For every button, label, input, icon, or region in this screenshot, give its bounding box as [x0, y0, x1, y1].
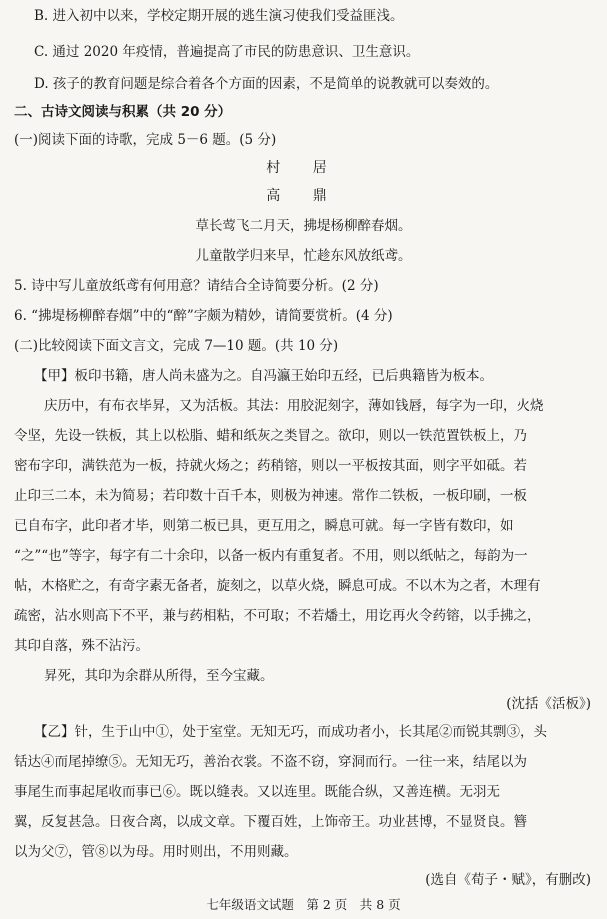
- jia-line: 昇死，其印为余群从所得，至今宝藏。: [44, 668, 274, 684]
- jia-line: 疏密，沾水则高下不平，兼与药相粘，不可取；不若燔土，用讫再火令药镕，以手拂之，: [14, 608, 541, 624]
- yi-line: 铦达④而尾掉缭⑤。无知无巧，善治衣裳。不盗不窃，穿洞而行。一往一来，结尾以为: [14, 754, 527, 770]
- poem-author: 高 鼎: [266, 188, 341, 204]
- section-title: 二、古诗文阅读与积累（共 20 分）: [14, 104, 232, 120]
- jia-line: 密布字印，满铁范为一板，持就火炀之；药稍镕，则以一平板按其面，则字平如砥。若: [14, 458, 527, 474]
- poem-line-2: 儿童散学归来早，忙趁东风放纸鸢。: [195, 248, 412, 264]
- part1-intro: (一)阅读下面的诗歌，完成 5－6 题。(5 分): [14, 132, 277, 148]
- jia-line: 已自布字，此印者才毕，则第二板已具，更互用之，瞬息可就。每一字皆有数印，如: [14, 518, 514, 534]
- option-d: D. 孩子的教育问题是综合着各个方面的因素，不是简单的说教就可以奏效的。: [34, 76, 499, 92]
- jia-line: 其印自落，殊不沾污。: [14, 638, 149, 654]
- question-5: 5. 诗中写儿童放纸鸢有何用意？请结合全诗简要分析。(2 分): [14, 278, 379, 294]
- jia-line: 令坚，先设一铁板，其上以松脂、蜡和纸灰之类冒之。欲印，则以一铁范置铁板上，乃: [14, 428, 527, 444]
- jia-line: 庆历中，有布衣毕昇，又为活板。其法：用胶泥刻字，薄如钱唇，每字为一印，火烧: [44, 398, 544, 414]
- yi-line: 事尾生而事起尾收而事已⑥。既以缝表。又以连里。既能合纵，又善连横。无羽无: [14, 784, 500, 800]
- option-c: C. 通过 2020 年疫情，普遍提高了市民的防患意识、卫生意识。: [34, 44, 420, 60]
- part2-intro: (二)比较阅读下面文言文，完成 7—10 题。(共 10 分): [14, 338, 339, 354]
- poem-line-1: 草长莺飞二月天，拂堤杨柳醉春烟。: [195, 218, 412, 234]
- jia-line: 【甲】板印书籍，唐人尚未盛为之。自冯瀛王始印五经，已后典籍皆为板本。: [34, 368, 493, 384]
- poem-title: 村 居: [266, 160, 341, 176]
- option-b: B. 进入初中以来，学校定期开展的逃生演习使我们受益匪浅。: [34, 8, 404, 24]
- yi-line: 翼，反复甚急。日夜合离，以成文章。下覆百姓，上饰帝王。功业甚博，不显贤良。簪: [14, 814, 527, 830]
- jia-line: 帖，木格贮之，有奇字素无备者，旋刻之，以草火烧，瞬息可成。不以木为之者，木理有: [14, 578, 541, 594]
- jia-line: “之”“也”等字，每字有二十余印，以备一板内有重复者。不用，则以纸帖之，每韵为一: [14, 548, 528, 564]
- yi-line: 【乙】针，生于山中①，处于室堂。无知无巧，而成功者小，长其尾②而锐其剽③，头: [34, 724, 547, 740]
- yi-line: 以为父⑦，管⑧以为母。用时则出，不用则藏。: [14, 844, 298, 860]
- jia-source: (沈括《活板》): [506, 696, 591, 712]
- jia-line: 止印三二本，未为简易；若印数十百千本，则极为神速。常作二铁板，一板印刷，一板: [14, 488, 527, 504]
- question-6: 6. “拂堤杨柳醉春烟”中的“醉”字颇为精妙，请简要赏析。(4 分): [14, 308, 393, 324]
- page-footer: 七年级语文试题 第 2 页 共 8 页: [206, 897, 401, 912]
- yi-source: (选自《荀子・赋》，有删改): [425, 872, 591, 888]
